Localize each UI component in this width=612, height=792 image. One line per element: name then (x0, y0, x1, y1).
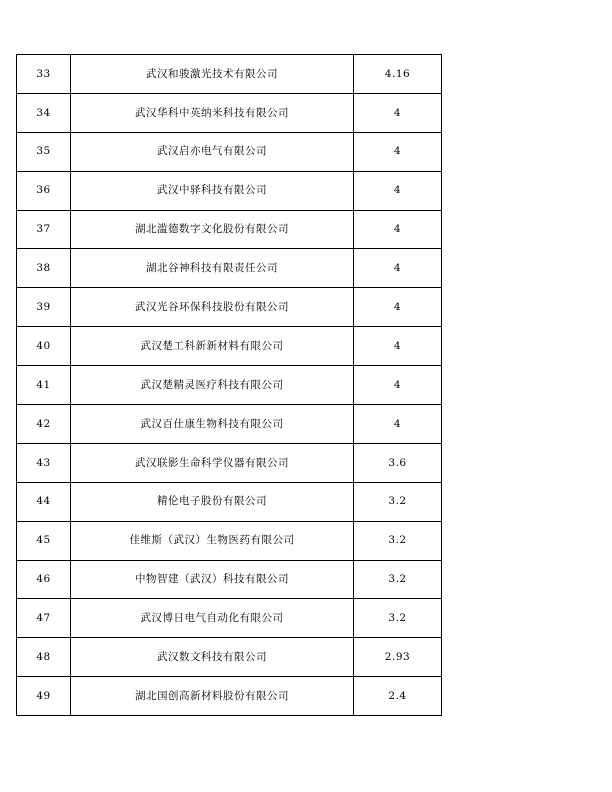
company-name-cell: 佳维斯（武汉）生物医药有限公司 (71, 521, 354, 560)
row-number-cell: 46 (17, 560, 71, 599)
row-number-cell: 38 (17, 249, 71, 288)
row-number-cell: 40 (17, 327, 71, 366)
value-cell: 4 (354, 210, 442, 249)
company-name-cell: 武汉启亦电气有限公司 (71, 132, 354, 171)
company-name-cell: 精伦电子股份有限公司 (71, 482, 354, 521)
value-cell: 4 (354, 288, 442, 327)
table-row (17, 171, 442, 210)
row-number-cell: 35 (17, 132, 71, 171)
company-name-cell: 武汉中驿科技有限公司 (71, 171, 354, 210)
row-number-cell: 41 (17, 366, 71, 405)
company-table (16, 54, 442, 716)
table-row (17, 288, 442, 327)
row-number-cell: 39 (17, 288, 71, 327)
table-row (17, 521, 442, 560)
company-name-cell: 武汉光谷环保科技股份有限公司 (71, 288, 354, 327)
table-row (17, 599, 442, 638)
value-cell: 3.2 (354, 482, 442, 521)
value-cell: 4 (354, 366, 442, 405)
value-cell: 4.16 (354, 55, 442, 94)
row-number-cell: 33 (17, 55, 71, 94)
value-cell: 3.6 (354, 443, 442, 482)
table-row (17, 93, 442, 132)
table-row (17, 249, 442, 288)
row-number-cell: 42 (17, 405, 71, 444)
value-cell: 4 (354, 171, 442, 210)
value-cell: 4 (354, 327, 442, 366)
company-name-cell: 武汉楚精灵医疗科技有限公司 (71, 366, 354, 405)
table-row (17, 443, 442, 482)
value-cell: 4 (354, 405, 442, 444)
row-number-cell: 45 (17, 521, 71, 560)
table-row (17, 55, 442, 94)
table-row (17, 677, 442, 716)
value-cell: 3.2 (354, 560, 442, 599)
company-name-cell: 武汉楚工科新新材料有限公司 (71, 327, 354, 366)
table-row (17, 210, 442, 249)
row-number-cell: 49 (17, 677, 71, 716)
row-number-cell: 37 (17, 210, 71, 249)
value-cell: 4 (354, 93, 442, 132)
value-cell: 3.2 (354, 599, 442, 638)
company-name-cell: 中物智建（武汉）科技有限公司 (71, 560, 354, 599)
table-row (17, 638, 442, 677)
row-number-cell: 34 (17, 93, 71, 132)
row-number-cell: 44 (17, 482, 71, 521)
row-number-cell: 36 (17, 171, 71, 210)
company-name-cell: 湖北国创高新材料股份有限公司 (71, 677, 354, 716)
table-row (17, 560, 442, 599)
value-cell: 4 (354, 249, 442, 288)
table-row (17, 366, 442, 405)
row-number-cell: 43 (17, 443, 71, 482)
company-name-cell: 武汉数文科技有限公司 (71, 638, 354, 677)
value-cell: 4 (354, 132, 442, 171)
company-name-cell: 湖北谷神科技有限责任公司 (71, 249, 354, 288)
value-cell: 2.4 (354, 677, 442, 716)
value-cell: 2.93 (354, 638, 442, 677)
company-name-cell: 湖北滥德数字文化股份有限公司 (71, 210, 354, 249)
row-number-cell: 48 (17, 638, 71, 677)
table-body (17, 55, 442, 716)
value-cell: 3.2 (354, 521, 442, 560)
table-row (17, 132, 442, 171)
company-name-cell: 武汉百仕康生物科技有限公司 (71, 405, 354, 444)
row-number-cell: 47 (17, 599, 71, 638)
company-name-cell: 武汉华科中英纳米科技有限公司 (71, 93, 354, 132)
table-row (17, 327, 442, 366)
table-row (17, 405, 442, 444)
company-name-cell: 武汉博日电气自动化有限公司 (71, 599, 354, 638)
company-name-cell: 武汉和骏激光技术有限公司 (71, 55, 354, 94)
table-row (17, 482, 442, 521)
company-name-cell: 武汉联影生命科学仪器有限公司 (71, 443, 354, 482)
